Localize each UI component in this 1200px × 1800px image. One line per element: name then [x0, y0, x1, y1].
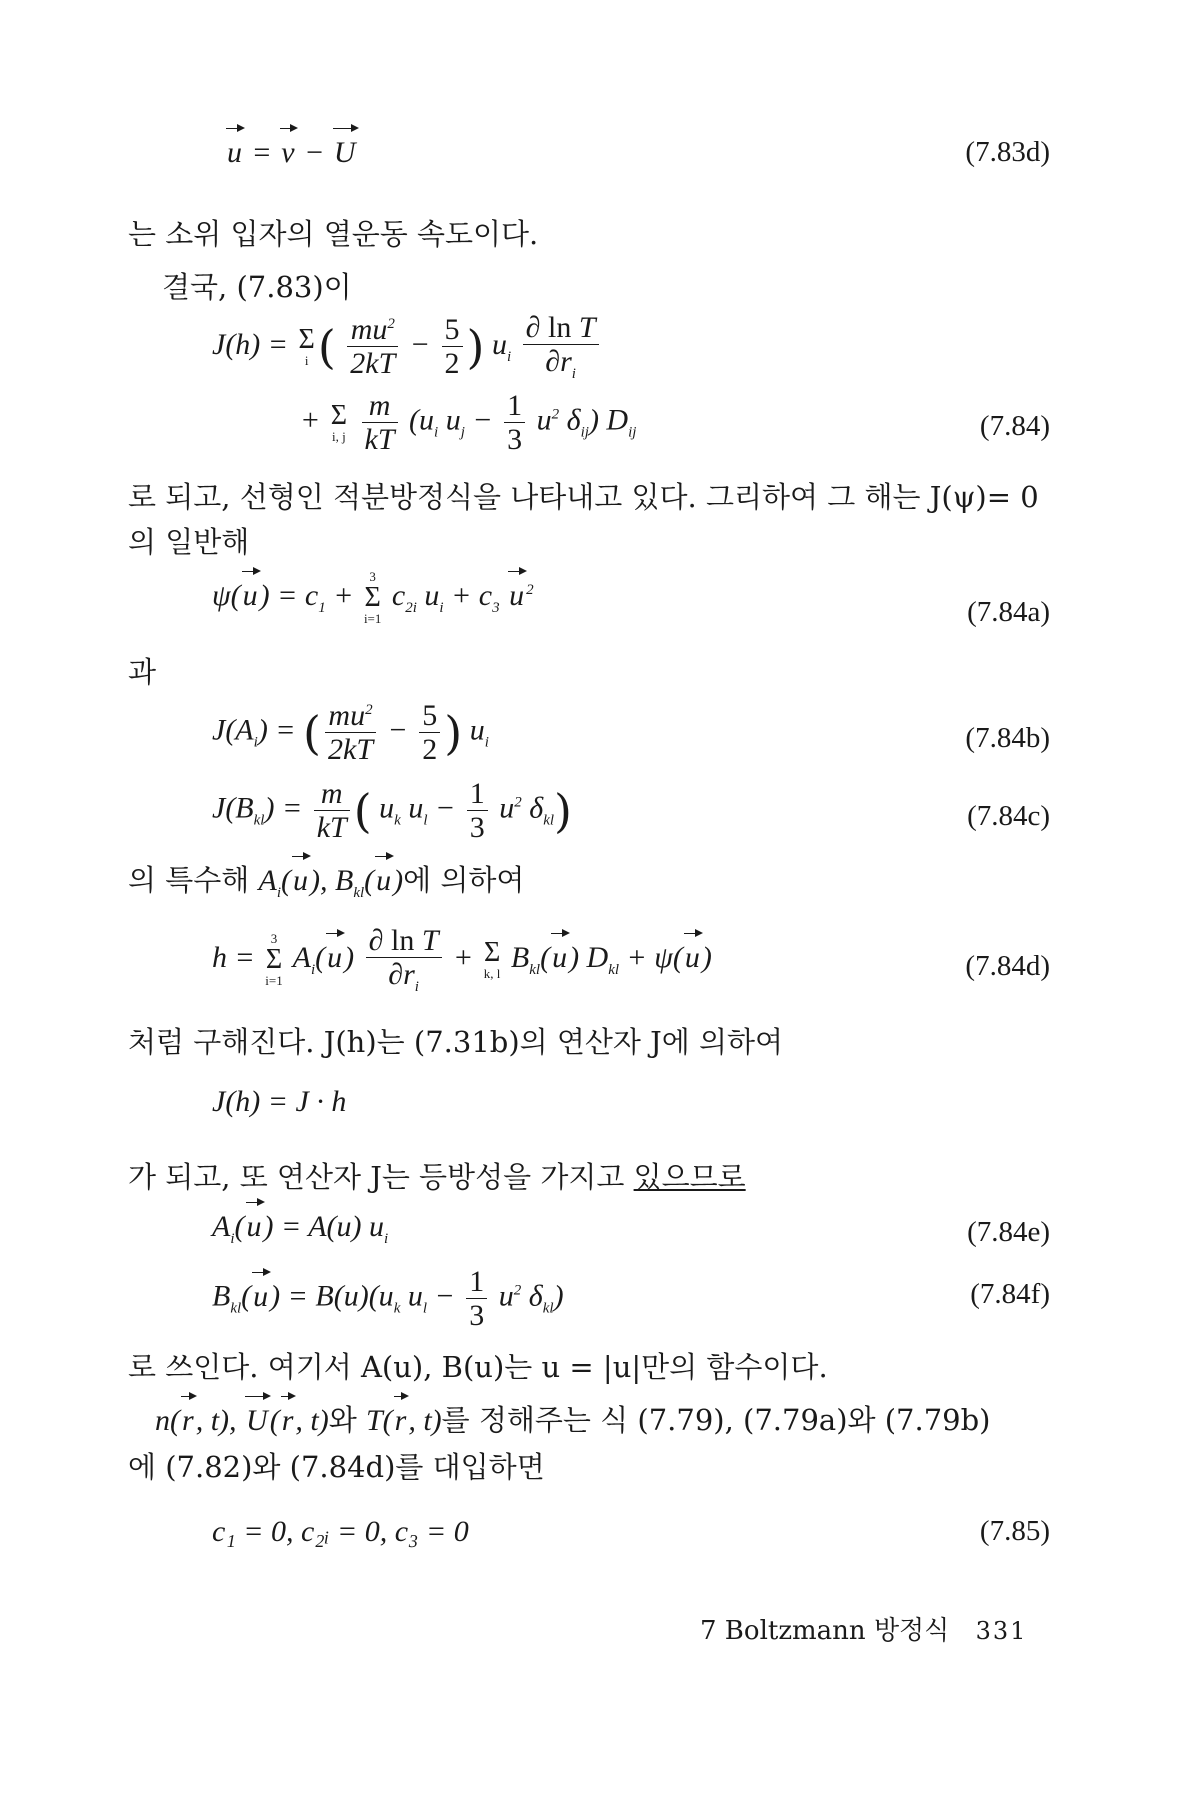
equation-7-84c: $J(B_{kl})$ = $\frac{m}{kT}$ ( $u_k$ $u_l$ − $\frac{1}{3}$ $u^2$ $\delta_{kl}$) [212, 777, 572, 844]
equation-7-84f: $B_{kl}(u) = B(u)(u_k$ $u_l$ − $\frac{1}{3}$ $u^2$ $\delta_{kl}$) [212, 1265, 564, 1332]
page-number: 331 [975, 1617, 1028, 1645]
equation-7-84-line1: J(h) = Σ i ( $\frac{mu^2}{2kT}$ − $\frac{5}{2}$ ) $u_i$ $\frac{\text{∂ ln T}}{\partial r_i}$ [212, 312, 603, 382]
equation-number: (7.84) [979, 410, 1050, 442]
equation-7-84e: $A_i(u) = A(u)$ $u_i$ [212, 1210, 389, 1247]
text-segment: 가 되고, 또 연산자 J는 등방성을 가지고 [128, 1160, 634, 1194]
equation-7-85: c₁ = 0, c₂ᵢ = 0, c₃ = 0 [212, 1515, 469, 1548]
equation-7-83d [0, 120, 1200, 184]
underlined-text: 있으므로 [633, 1160, 746, 1194]
equation-number: (7.85) [979, 1515, 1050, 1547]
running-head: 7 Boltzmann 방정식 [700, 1616, 950, 1646]
equation-lhs: J(h) = [212, 327, 289, 361]
text-segment: 를 정해주는 식 (7.79), (7.79a)와 (7.79b) [441, 1403, 991, 1437]
equation-7-83d-body: u = v − U [227, 136, 356, 169]
equation-number: (7.84a) [967, 596, 1050, 628]
equation-number: (7.84d) [965, 950, 1050, 982]
equation-jh: J(h) = J · h [212, 1085, 347, 1118]
equation-number: (7.84b) [965, 722, 1050, 754]
equation-number: (7.84c) [967, 800, 1050, 832]
equation-7-84b: $J(A_i)$ = ( $\frac{mu^2}{2kT}$ − $\frac{5}{2}$ ) $u_i$ [212, 699, 489, 766]
paragraph-line: 처럼 구해진다. J(h)는 (7.31b)의 연산자 J에 의하여 [128, 1025, 784, 1059]
paragraph-line: n(r, t), U(r, t)와 T(r, t)를 정해주는 식 (7.79), (7.79a)와 (7.79b) [155, 1403, 991, 1437]
equation-7-84a: $\psi(u) = c_1$ + 3 Σ i=1 $c_{2i}$ $u_i + c_3$ u $^2$ [212, 569, 534, 627]
equation-number: (7.83d) [965, 136, 1050, 168]
page-footer [700, 1610, 1027, 1647]
paragraph-line: 는 소위 입자의 열운동 속도이다. [128, 217, 539, 251]
equation-7-84-line2: + Σ i, j $\frac{m}{kT}$ ($u_i$ $u_j$ − $\frac{1}{3}$ $u^2$ $\delta_{ij}$) $D_{ij}$ [300, 389, 637, 456]
paragraph-line: 의 특수해 $A_i(u)$, $B_{kl}(u)$에 의하여 [128, 863, 525, 901]
paragraph-line: 로 쓰인다. 여기서 A(u), B(u)는 u = |u|만의 함수이다. [128, 1350, 828, 1384]
equation-number: (7.84e) [967, 1216, 1050, 1248]
paragraph-line: 과 [128, 655, 157, 689]
paragraph-line: 에 (7.82)와 (7.84d)를 대입하면 [128, 1450, 545, 1484]
paragraph-line: 로 되고, 선형인 적분방정식을 나타내고 있다. 그리하여 그 해는 J(ψ)= 0 [128, 480, 1039, 514]
paragraph-line [128, 1155, 746, 1196]
paragraph-line: 결국, (7.83)이 [162, 270, 352, 304]
paragraph-line: 의 일반해 [128, 525, 250, 559]
equation-7-84d: h = 3 Σ i=1 $A_i(u)$ $\frac{\text{∂ ln T}}{\partial r_i}$ + Σ k, l $B_{kl}(u) D_{kl} + \psi(u)$ [212, 924, 712, 995]
equation-number: (7.84f) [970, 1278, 1050, 1310]
text-segment: 에 의하여 [403, 863, 525, 897]
text-segment: 의 특수해 [128, 863, 259, 897]
